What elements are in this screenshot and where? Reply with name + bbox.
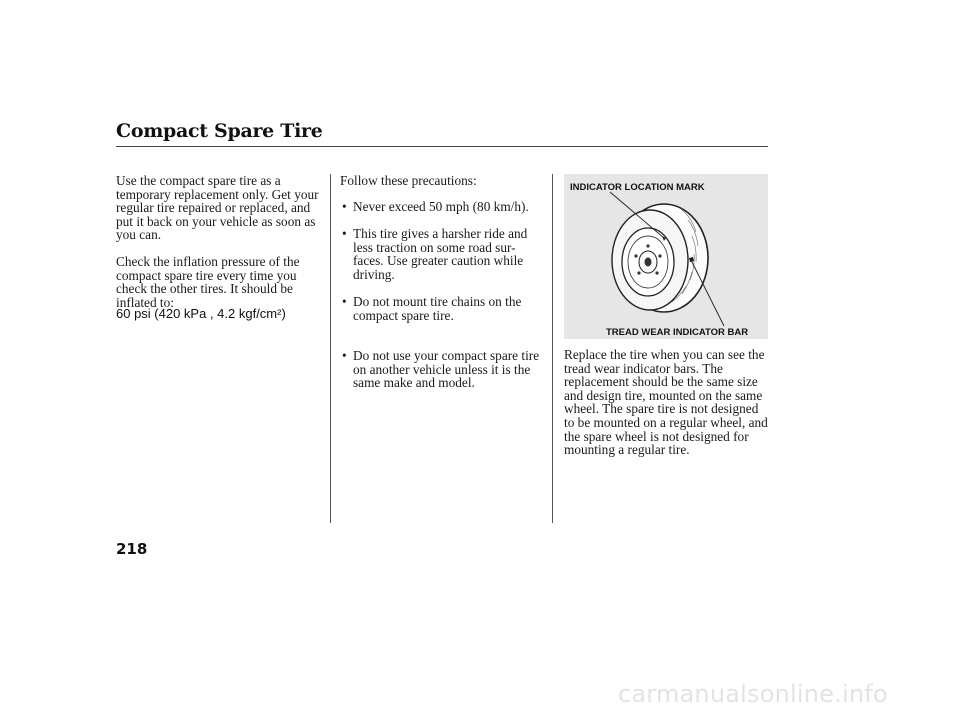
spare-tire-figure — [564, 174, 768, 339]
precaution-text: This tire gives a harsher ride and less traction on some road sur- faces. Use greater caution while driving. — [353, 226, 528, 282]
pressure-spec: 60 psi (420 kPa , 4.2 kgf/cm²) — [116, 306, 286, 321]
bullet-dot-icon: • — [342, 199, 347, 214]
watermark: carmanualsonline.info — [618, 680, 888, 708]
precautions-lead: Follow these precautions: — [340, 173, 477, 188]
tread-wear-bar-label: TREAD WEAR INDICATOR BAR — [606, 327, 749, 338]
inflation-paragraph: Check the inflation pressure of the compact spare tire every time you check the other tires. It should be inflated to: — [116, 254, 300, 310]
page-number: 218 — [116, 540, 148, 558]
bullet-dot-icon: • — [342, 348, 347, 363]
indicator-location-label: INDICATOR LOCATION MARK — [570, 182, 705, 193]
precaution-item — [340, 227, 539, 281]
section-title: Compact Spare Tire — [116, 120, 323, 142]
precaution-text: Do not mount tire chains on the compact spare tire. — [353, 294, 522, 323]
precaution-text: Do not use your compact spare tire on another vehicle unless it is the same make and model. — [353, 348, 540, 391]
column-divider-right — [552, 174, 553, 523]
bullet-dot-icon: • — [342, 294, 347, 309]
intro-paragraph: Use the compact spare tire as a temporary replacement only. Get your regular tire repaired or replaced, and put it back on your vehicle as soon as you can. — [116, 173, 319, 243]
precaution-item — [340, 295, 539, 322]
spare-tire-illustration — [564, 174, 768, 339]
replacement-paragraph: Replace the tire when you can see the tread wear indicator bars. The replacement should be the same size and design tire, mounted on the same wheel. The spare tire is not designed to be mounted on a regular wheel, and the spare wheel is not designed for mounting a regular tire. — [564, 347, 768, 458]
precaution-item — [340, 200, 553, 214]
precaution-text: Never exceed 50 mph (80 km/h). — [353, 199, 529, 214]
bullet-dot-icon: • — [342, 226, 347, 241]
title-rule — [116, 146, 768, 147]
precaution-item — [340, 349, 543, 390]
column-divider-left — [330, 174, 331, 523]
